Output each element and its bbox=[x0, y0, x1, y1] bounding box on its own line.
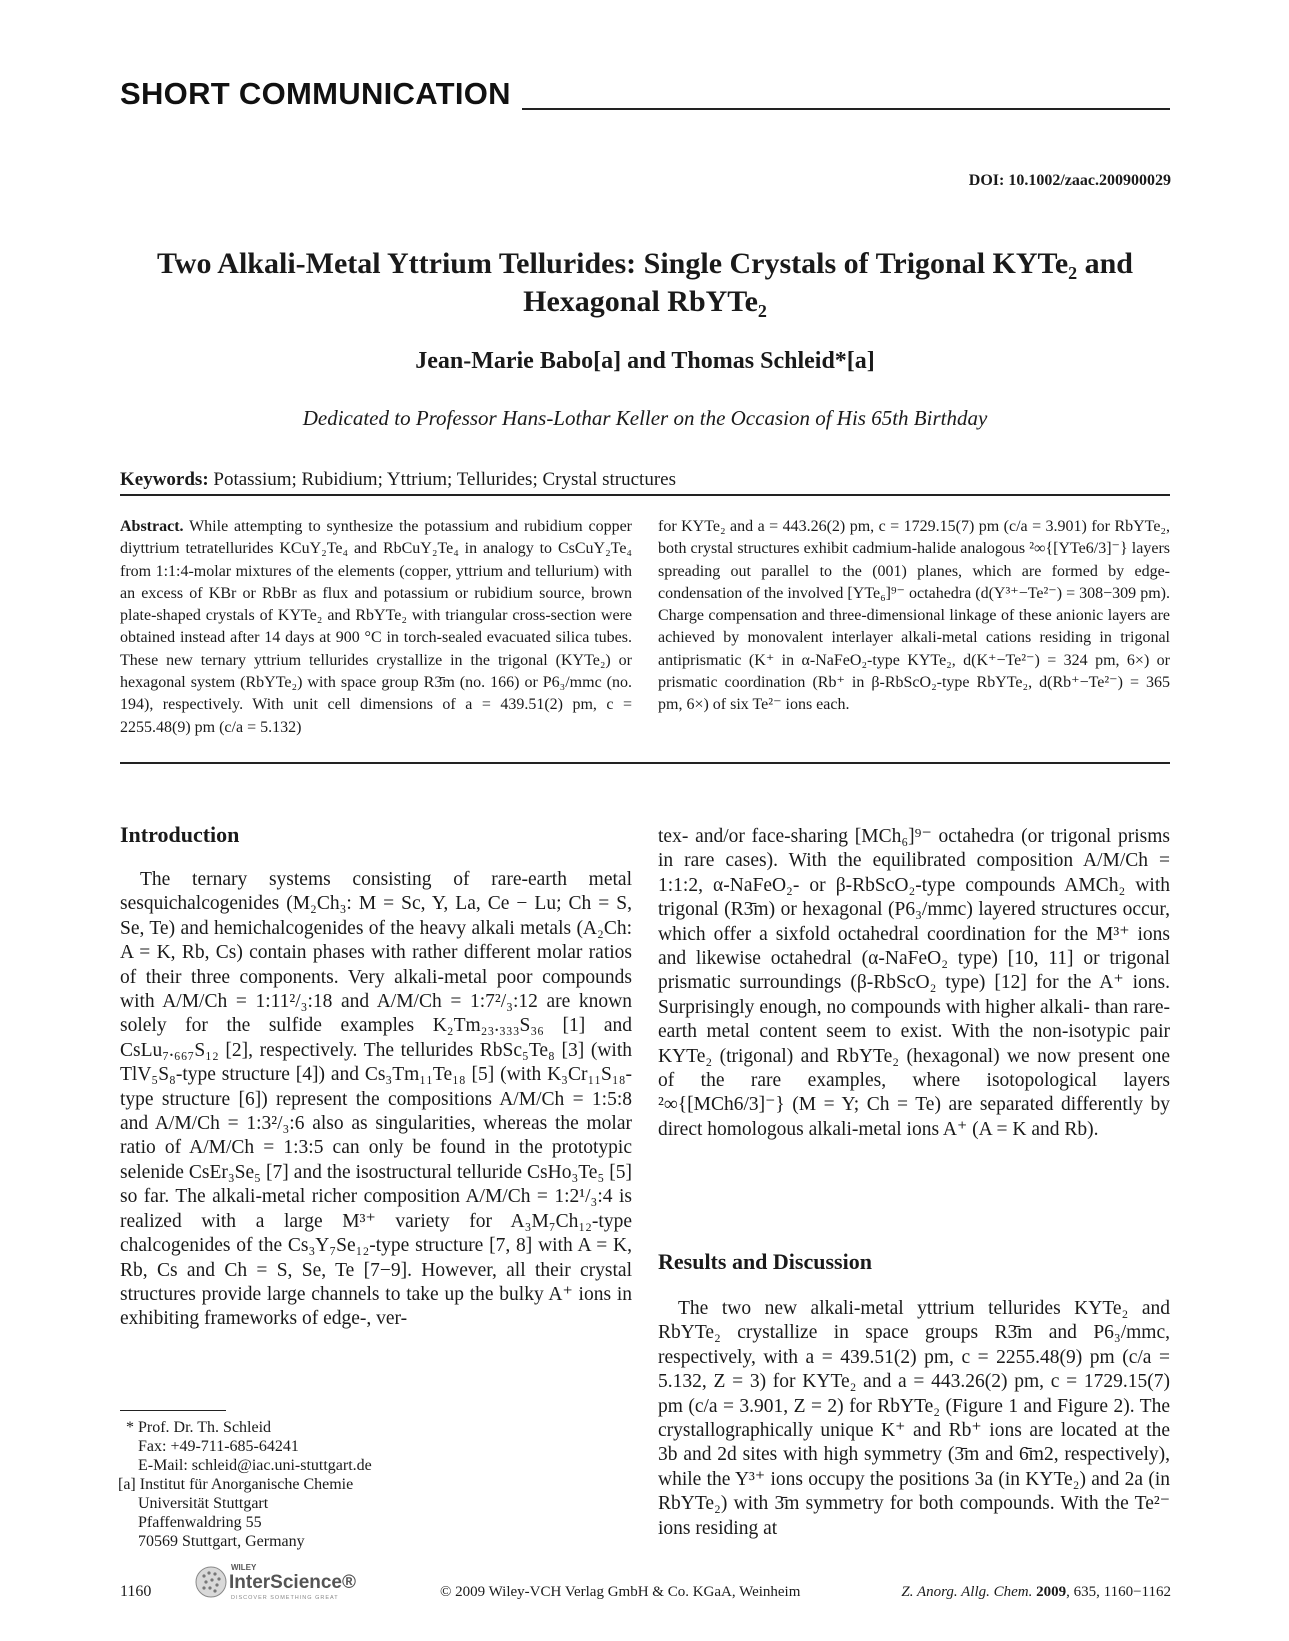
doi[interactable]: DOI: 10.1002/zaac.200900029 bbox=[968, 172, 1171, 189]
logo-wiley: WILEY bbox=[231, 1563, 257, 1572]
abstract-bottom-rule bbox=[120, 762, 1170, 764]
journal-volume-pages: , 635, 1160−1162 bbox=[1066, 1584, 1171, 1600]
abstract-text-left: While attempting to synthesize the potassium and rubidium copper diyttrium tetratellurides KCuY₂Te₄ and RbCuY₂Te₄ in analogy to CsCuY₂Te₄ from 1:1:4-molar mixtures of the elements (copper, yttrium and tellurium) with an excess of KBr or RbBr as flux and potassium or rubidium source, brown plate-shaped crystals of KYTe₂ and RbYTe₂ with triangular cross-section were obtained instead after 14 days at 900 °C in torch-sealed evacuated silica tubes. These new ternary yttrium tellurides crystallize in the trigonal (KYTe₂) or hexagonal system (RbYTe₂) with space group R3̄m (no. 166) or P6₃/mmc (no. 194), respectively. With unit cell dimensions of a = 439.51(2) pm, c = 2255.48(9) pm (c/a = 5.132) bbox=[120, 518, 632, 736]
page-number: 1160 bbox=[120, 1583, 152, 1600]
title-line-2: Hexagonal RbYTe₂ bbox=[523, 285, 767, 318]
logo-tagline: DISCOVER SOMETHING GREAT bbox=[231, 1595, 339, 1601]
dedication: Dedicated to Professor Hans-Lothar Keller on the Occasion of His 65th Birthday bbox=[302, 406, 988, 430]
article-title bbox=[120, 245, 1170, 321]
keywords-text: Potassium; Rubidium; Yttrium; Tellurides; Crystal structures bbox=[208, 469, 676, 490]
logo-main: InterScience® bbox=[229, 1572, 356, 1593]
footnote-rule bbox=[120, 1410, 226, 1411]
abstract-right-column: for KYTe₂ and a = 443.26(2) pm, c = 1729.15(7) pm (c/a = 3.901) for RbYTe₂, both crystal structures exhibit cadmium-halide analogous ²∞{[YTe6/3]⁻} layers spreading out parallel to the (001) planes, which are formed by edge-condensation of the involved [YTe₆]⁹⁻ octahedra (d(Y³⁺−Te²⁻) = 308−309 pm). Charge compensation and three-dimensional linkage of these anionic layers are achieved by monovalent interlayer alkali-metal cations residing in trigonal antiprismatic (K⁺ in α-NaFeO₂-type KYTe₂, d(K⁺−Te²⁻) = 324 pm, 6×) or prismatic coordination (Rb⁺ in β-RbScO₂-type RbYTe₂, d(Rb⁺−Te²⁻) = 365 pm, 6×) of six Te²⁻ ions each. bbox=[658, 518, 1170, 714]
abstract-top-rule bbox=[120, 494, 1170, 496]
introduction-text: The ternary systems consisting of rare-earth metal sesquichalcogenides (M₂Ch₃: M = Sc, Y, La, Ce − Lu; Ch = S, Se, Te) and hemichalcogenides of the heavy alkali metals (A₂Ch: A = K, Rb, Cs) contain phases with rather different molar ratios of their three components. Very alkali-metal poor compounds with A/M/Ch = 1:11²/₃:18 and A/M/Ch = 1:7²/₃:12 are known solely for the sulfide examples K₂Tm₂₃.₃₃₃S₃₆ [1] and CsLu₇.₆₆₇S₁₂ [2], respectively. The tellurides RbSc₅Te₈ [3] (with TlV₅S₈-type structure [4]) and Cs₃Tm₁₁Te₁₈ [5] (with K₃Cr₁₁S₁₈-type structure [6]) represent the compositions A/M/Ch = 1:5:8 and A/M/Ch = 1:3²/₃:6 also as singularities, whereas the molar ratio of A/M/Ch = 1:3:5 can only be found in the prototypic selenide CsEr₃Se₅ [7] and the isostructural telluride CsHo₃Te₅ [5] so far. The alkali-metal richer composition A/M/Ch = 1:2¹/₃:4 is realized with a large M³⁺ variety for A₃M₇Ch₁₂-type chalcogenides of the Cs₃Y₇Se₁₂-type structure [7, 8] with A = K, Rb, Cs and Ch = S, Se, Te [7−9]. However, all their crystal structures provide large channels to take up the bulky A⁺ ions in exhibiting frameworks of edge-, ver- bbox=[120, 869, 632, 1330]
abstract-label: Abstract. bbox=[120, 518, 184, 535]
authors: Jean-Marie Babo[a] and Thomas Schleid*[a] bbox=[415, 348, 875, 374]
header-rule bbox=[522, 108, 1170, 110]
author-footnote: * Prof. Dr. Th. Schleid Fax: +49-711-685-64241 E-Mail: schleid@iac.uni-stuttgart.de [a] Institut für Anorganische Chemie Universität Stuttgart Pfaffenwaldring 55 70569 Stuttgart, Germany bbox=[118, 1419, 372, 1550]
results-heading: Results and Discussion bbox=[658, 1249, 872, 1274]
intro-continuation-text: tex- and/or face-sharing [MCh₆]⁹⁻ octahedra (or trigonal prisms in rare cases). With the equilibrated composition A/M/Ch = 1:1:2, α-NaFeO₂- or β-RbScO₂-type compounds AMCh₂ with trigonal (R3̄m) or hexagonal (P6₃/mmc) layered structures occur, which offer a sixfold octahedral coordination for the M³⁺ ions and likewise octahedral (α-NaFeO₂ type) [10, 11] or trigonal prismatic surroundings (β-RbScO₂ type) [12] for the A⁺ ions. Surprisingly enough, no compounds with higher alkali- than rare-earth metal content seem to exist. With the non-isotypic pair KYTe₂ (trigonal) and RbYTe₂ (hexagonal) we now present one of the rare examples, where isotopological layers ²∞{[MCh6/3]⁻} (M = Y; Ch = Te) are separated differently by direct homologous alkali-metal ions A⁺ (A = K and Rb). bbox=[658, 826, 1170, 1140]
copyright: © 2009 Wiley-VCH Verlag GmbH & Co. KGaA, Weinheim bbox=[440, 1584, 801, 1600]
introduction-heading: Introduction bbox=[120, 822, 240, 847]
results-text: The two new alkali-metal yttrium tellurides KYTe₂ and RbYTe₂ crystallize in space groups R3̄m and P6₃/mmc, respectively, with a = 439.51(2) pm, c = 2255.48(9) pm (c/a = 5.132, Z = 3) for KYTe₂ and a = 443.26(2) pm, c = 1729.15(7) pm (c/a = 3.901, Z = 2) for RbYTe₂ (Figure 1 and Figure 2). The crystallographically unique K⁺ and Rb⁺ ions are located at the 3b and 2d sites with high symmetry (3̄m and 6̄m2, respectively), while the Y³⁺ ions occupy the positions 3a (in KYTe₂) and 2a (in RbYTe₂) with 3̄m symmetry for both compounds. With the Te²⁻ ions residing at bbox=[658, 1298, 1170, 1539]
abstract-left-column bbox=[120, 516, 632, 739]
journal-name: Z. Anorg. Allg. Chem. bbox=[901, 1584, 1033, 1600]
title-line-1: Two Alkali-Metal Yttrium Tellurides: Single Crystals of Trigonal KYTe₂ and bbox=[157, 247, 1133, 280]
journal-citation bbox=[901, 1584, 1171, 1601]
keywords-label: Keywords: bbox=[120, 469, 209, 490]
section-type-label: SHORT COMMUNICATION bbox=[120, 76, 511, 111]
interscience-logo bbox=[193, 1560, 363, 1604]
journal-year: 2009 bbox=[1036, 1584, 1067, 1600]
keywords bbox=[120, 469, 676, 491]
